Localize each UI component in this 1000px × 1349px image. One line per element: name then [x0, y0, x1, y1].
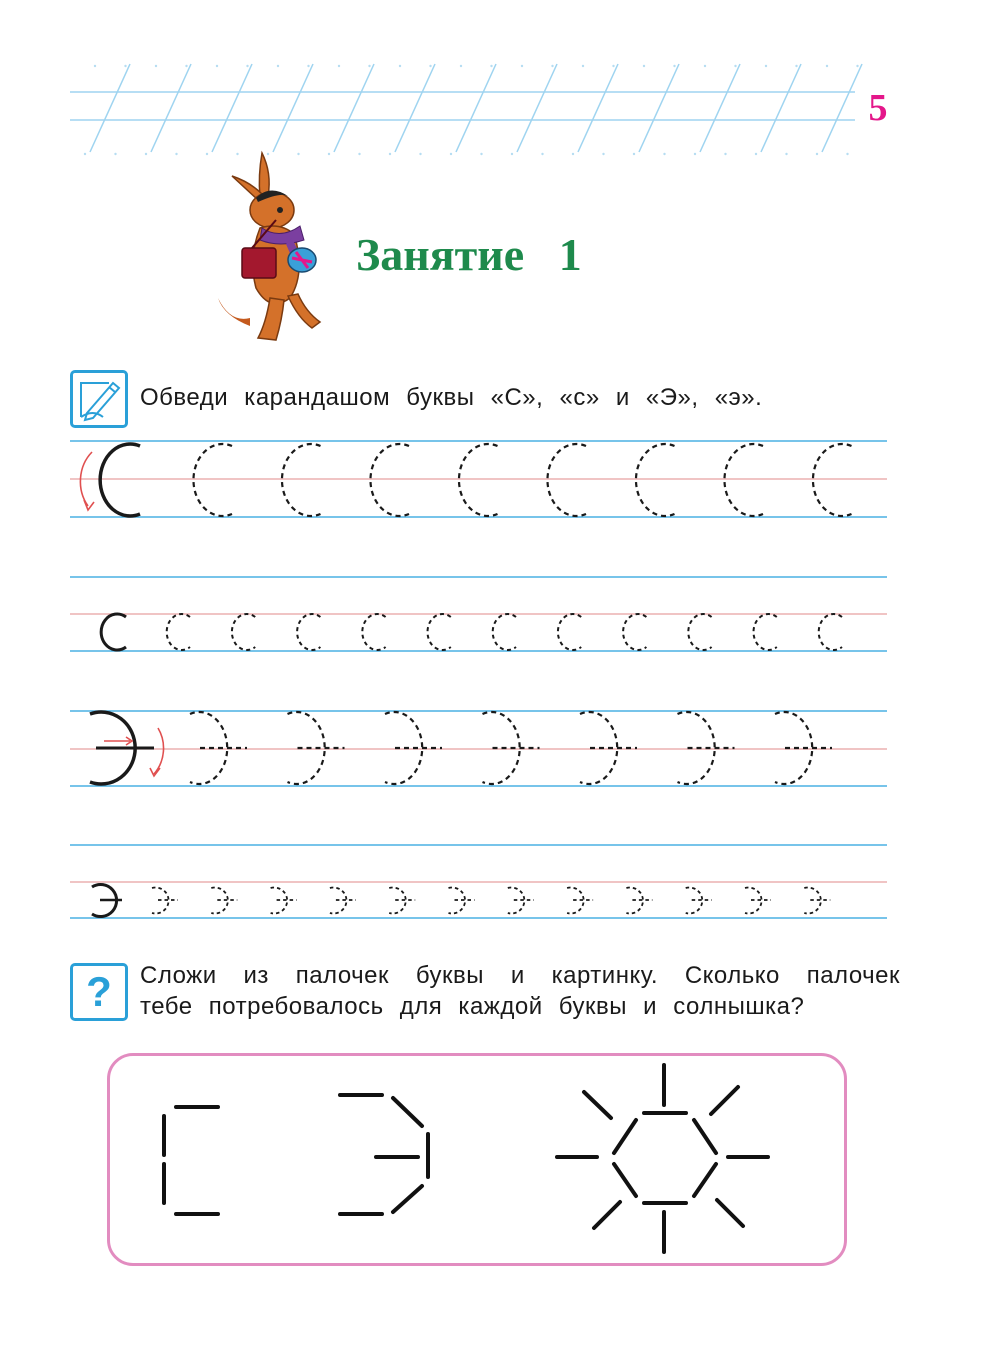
page-number: 5: [868, 87, 888, 129]
question-mark-symbol: ?: [86, 968, 112, 1015]
question-line-2: тебе потребовалось для каждой буквы и солнышка?: [140, 993, 805, 1020]
task1-instruction: Обведи карандашом буквы «С», «с» и «Э», «э».: [140, 384, 763, 411]
lesson-title: Занятие 1: [356, 229, 582, 280]
question-line-1: Сложи из палочек буквы и картинку. Сколько палочек: [140, 962, 900, 989]
